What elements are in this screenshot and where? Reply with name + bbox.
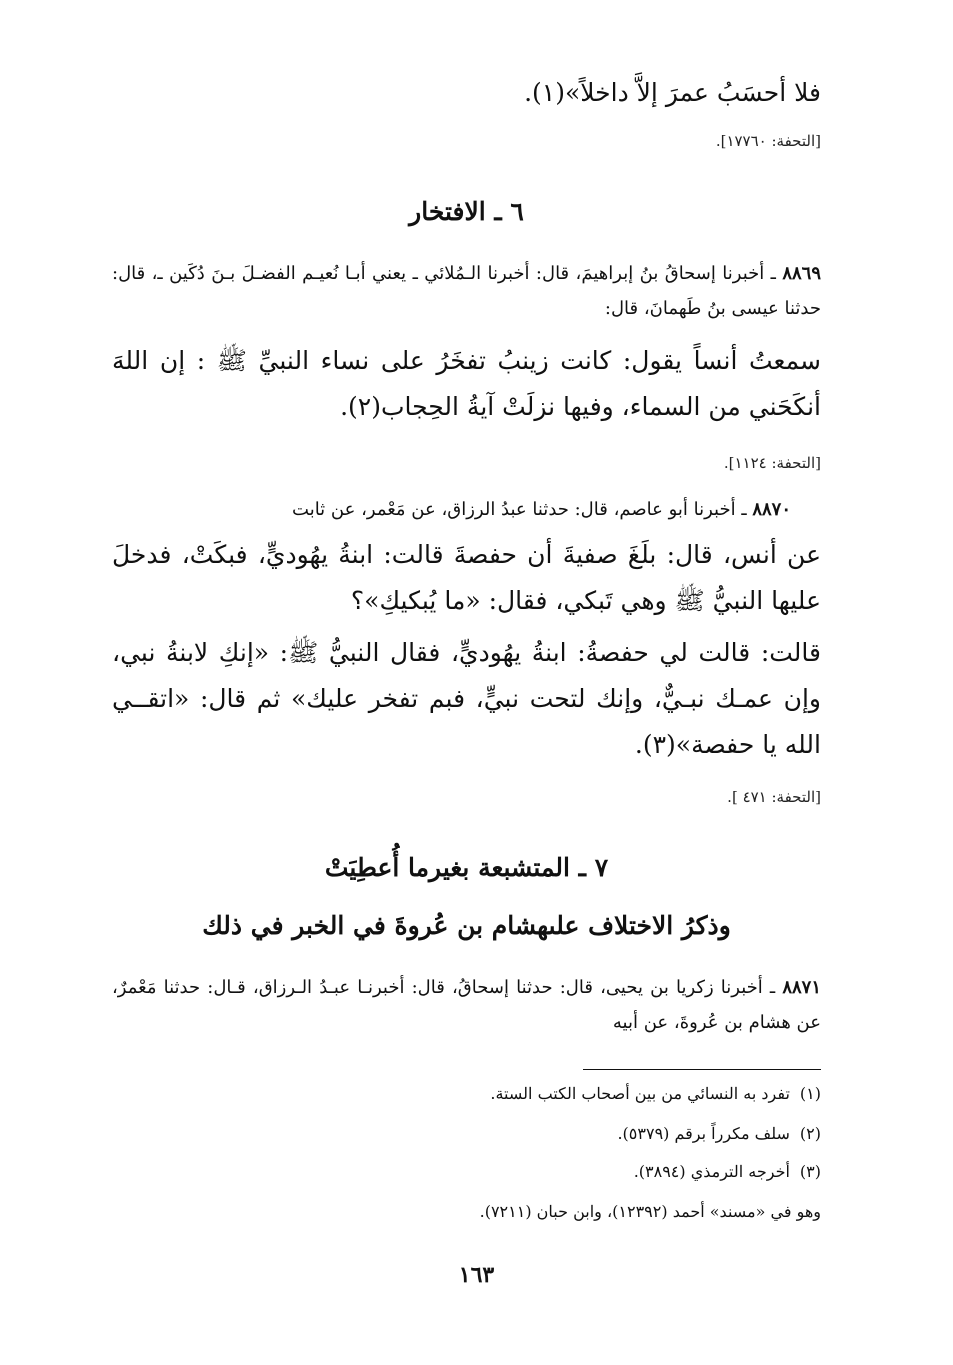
footnote-3-continuation: وهو في «مسند» أحمد (١٢٣٩٢)، وابن حبان (٧٢١١). bbox=[479, 1202, 821, 1221]
hadith-8870-matn-a bbox=[112, 532, 821, 624]
footnote-number-2: (٢) bbox=[799, 1124, 821, 1143]
hadith-number-8871: ٨٨٧١ bbox=[782, 977, 821, 998]
hadith-8869-isnad bbox=[112, 256, 821, 326]
hadith-number-8870: ٨٨٧٠ bbox=[752, 499, 791, 520]
hadith-8870-matn-b bbox=[112, 630, 821, 768]
hadith-8869-matn-text: سمعتُ أنساً يقول: كانت زينبُ تفخَرُ على نساء النبيِّ ﷺ : إن اللهَ أنكَحَني من السماء، وفيها نزلَتْ آيةُ الحِجاب(٢). bbox=[112, 346, 821, 421]
continuation-line: فلا أحسَبُ عمرَ إلاَّ داخلاً»(١). bbox=[524, 78, 821, 107]
footnote-number-1: (١) bbox=[799, 1084, 821, 1103]
hadith-8870-matn-b-text: قالت: قالت لي حفصةُ: ابنةُ يهُوديٍّ، فقال النبيُّ ﷺ: «إنكِ لابنةُ نبي، وإن عمـك نبـيٌّ، وإنك لتحت نبيٍّ، فبم تفخر عليك» ثم قال: «اتقــي الله يا حفصة»(٣). bbox=[112, 638, 821, 759]
footnote-number-3: (٣) bbox=[799, 1162, 821, 1181]
tuhfa-reference-2: [التحفة: ١١٢٤]. bbox=[723, 454, 821, 472]
footnote-text-1: تفرد به النسائي من بين أصحاب الكتب الستة. bbox=[490, 1084, 790, 1103]
hadith-8869-matn bbox=[112, 338, 821, 430]
footnote-1 bbox=[112, 1082, 821, 1106]
footnote-text-2: سلف مكرراً برقم (٥٣٧٩). bbox=[617, 1124, 790, 1143]
footnote-3 bbox=[112, 1160, 821, 1184]
footnote-text-3: أخرجه الترمذي (٣٨٩٤). bbox=[633, 1162, 790, 1181]
chapter-subheading-7: وذكرُ الاختلاف علىهشام بن عُروةَ في الخبر في ذلك bbox=[202, 911, 731, 940]
hadith-8871-isnad bbox=[112, 970, 821, 1040]
footnote-2 bbox=[112, 1122, 821, 1146]
hadith-8869-isnad-text: ـ أخبرنا إسحاقُ بنُ إبراهيمَ، قال: أخبرنا الـمُلائي ـ يعني أبـا نُعيـم الفضـلَ بـنَ دُكَين ـ، قال: حدثنا عيسى بنُ طَهمانَ، قال: bbox=[112, 263, 821, 319]
page-number: ١٦٣ bbox=[458, 1262, 495, 1288]
hadith-8870-isnad bbox=[112, 492, 821, 527]
footnote-separator bbox=[583, 1069, 821, 1070]
tuhfa-reference-1: [التحفة: ١٧٧٦٠]. bbox=[715, 132, 821, 150]
hadith-8871-isnad-text: ـ أخبرنا زكريا بن يحيى، قال: حدثنا إسحاقُ، قال: أخبرنـا عبـدُ الـرزاق، قـال: حدثنا مَعْمرٌ، عن هشام بن عُروةَ، عن أبيه bbox=[112, 977, 821, 1033]
tuhfa-reference-3: [التحفة: ٤٧١ ]. bbox=[727, 788, 821, 806]
hadith-8870-matn-a-text: عن أنس، قال: بلَغَ صفيةَ أن حفصةَ قالت: ابنةُ يهُوديٍّ، فبكَتْ، فدخلَ عليها النبيُّ ﷺ وهي تَبكي، فقال: «ما يُبكيكِ»؟ bbox=[112, 540, 821, 615]
chapter-heading-7: ٧ ـ المتشبعة بغيرما أُعطِيَتْ bbox=[324, 853, 609, 882]
hadith-8870-isnad-text: ـ أخبرنا أبو عاصم، قال: حدثنا عبدُ الرزاق، عن مَعْمر، عن ثابت bbox=[292, 499, 753, 520]
chapter-heading-6: ٦ ـ الافتخار bbox=[409, 197, 524, 226]
text-line-top bbox=[112, 70, 821, 116]
hadith-number-8869: ٨٨٦٩ bbox=[782, 263, 821, 284]
